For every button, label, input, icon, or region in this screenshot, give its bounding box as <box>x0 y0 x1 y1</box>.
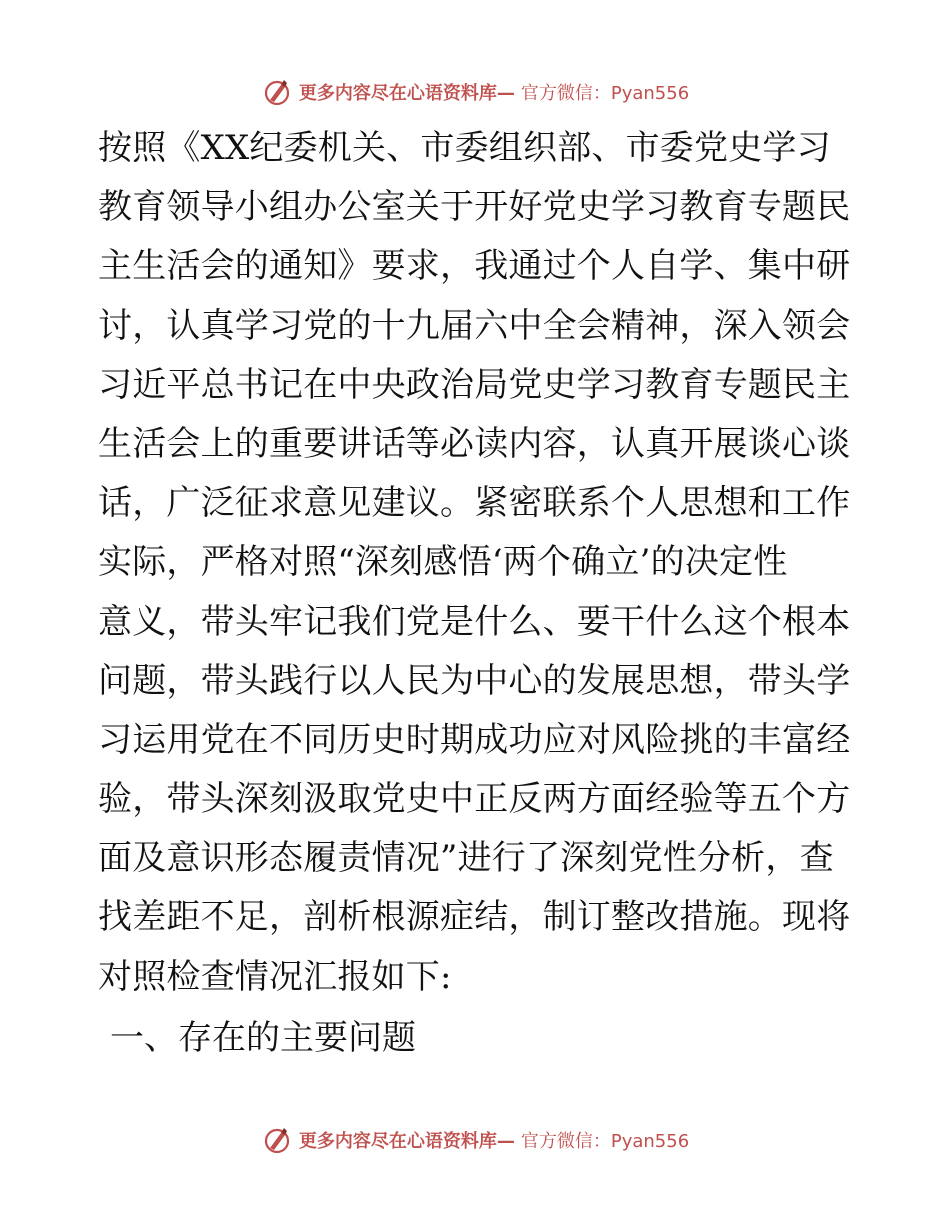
paragraph-line: 话，广泛征求意见建议。紧密联系个人思想和工作 <box>98 483 851 524</box>
banner-text: 更多内容尽在心语资料库— <box>298 1131 515 1152</box>
pen-logo-icon <box>261 76 293 108</box>
paragraph-line: 主生活会的通知》要求，我通过个人自学、集中研 <box>98 246 851 287</box>
footer-banner <box>0 1120 950 1160</box>
banner-wechat: 官方微信：Pyan556 <box>520 83 690 104</box>
header-banner <box>0 72 950 112</box>
banner-wechat: 官方微信：Pyan556 <box>520 1131 690 1152</box>
paragraph-line: 按照《XX纪委机关、市委组织部、市委党史学习 <box>98 128 831 168</box>
paragraph-line: 讨，认真学习党的十九届六中全会精神，深入领会 <box>98 305 851 346</box>
paragraph-line: 习近平总书记在中央政治局党史学习教育专题民主 <box>98 364 851 405</box>
pen-logo-icon <box>261 1124 293 1156</box>
paragraph-line: 实际，严格对照“深刻感悟‘两个确立’的决定性 <box>98 542 788 583</box>
paragraph-line: 教育领导小组办公室关于开好党史学习教育专题民 <box>98 187 851 228</box>
paragraph-line: 意义，带头牢记我们党是什么、要干什么这个根本 <box>98 601 851 642</box>
paragraph-line: 面及意识形态履责情况”进行了深刻党性分析，查 <box>98 838 834 879</box>
paragraph-line: 找差距不足，剖析根源症结，制订整改措施。现将 <box>98 897 851 938</box>
paragraph-line: 验，带头深刻汲取党史中正反两方面经验等五个方 <box>98 779 851 820</box>
paragraph-line: 生活会上的重要讲话等必读内容，认真开展谈心谈 <box>98 423 851 464</box>
paragraph-line: 对照检查情况汇报如下: <box>98 956 452 997</box>
section-heading: 一、存在的主要问题 <box>110 1018 416 1058</box>
paragraph-line: 问题，带头践行以人民为中心的发展思想，带头学 <box>98 660 851 701</box>
body-paragraph <box>98 119 853 1007</box>
paragraph-line: 习运用党在不同历史时期成功应对风险挑的丰富经 <box>98 719 851 760</box>
banner-text: 更多内容尽在心语资料库— <box>298 83 515 104</box>
